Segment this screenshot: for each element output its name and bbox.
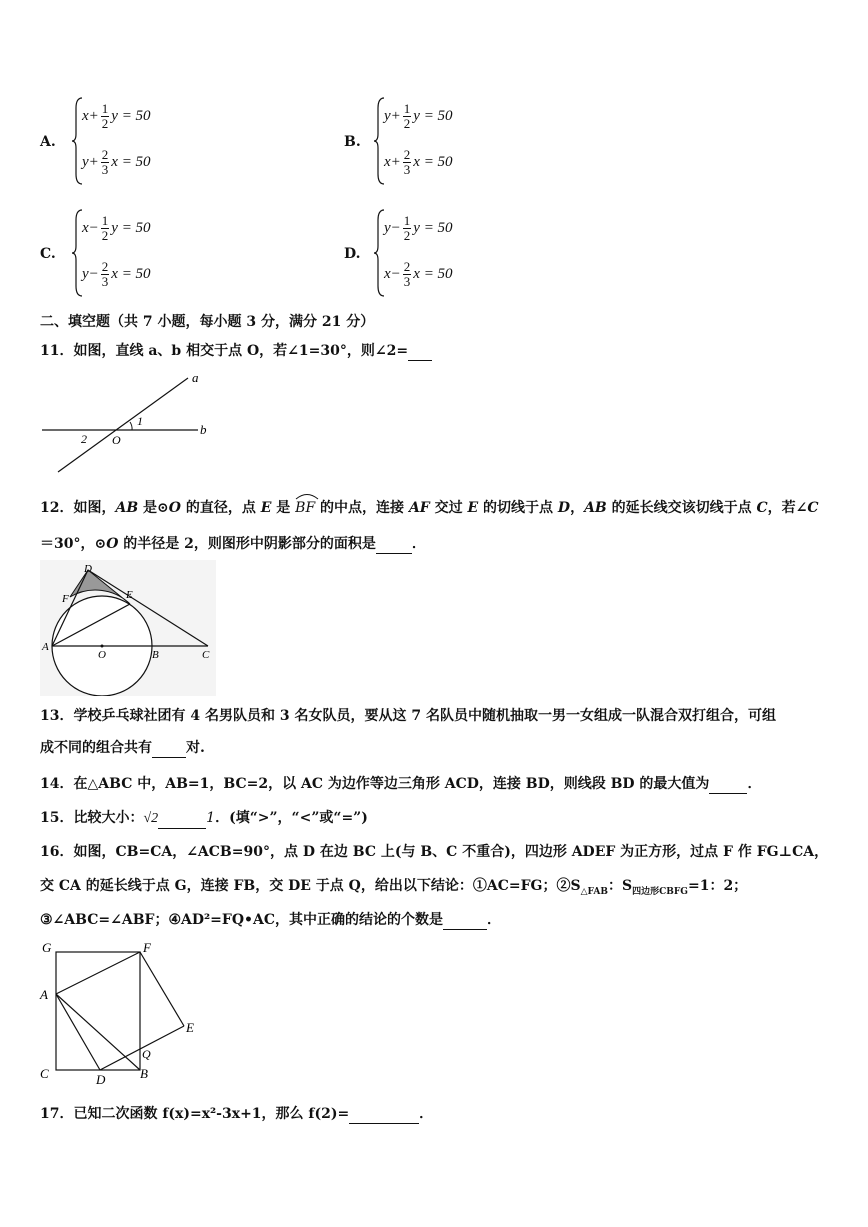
question-11: 11．如图，直线 a、b 相交于点 O，若∠1=30°，则∠2= bbox=[40, 341, 432, 361]
label-d: D bbox=[96, 1072, 106, 1087]
question-12-line-2: ＝30°，⊙O 的半径是 2，则图形中阴影部分的面积是 ． bbox=[40, 536, 426, 552]
label-d: D bbox=[84, 563, 92, 575]
answer-blank bbox=[349, 1109, 419, 1124]
answer-blank bbox=[709, 779, 747, 794]
label-f: F bbox=[143, 940, 151, 955]
label-c: C bbox=[202, 649, 210, 661]
question-12-line-1: 12．如图，AB 是⊙O 的直径，点 E 是 BF 的中点，连接 AF 交过 E 的切线于点 D，AB 的延长线交该切线于点 C，若∠C bbox=[40, 494, 819, 518]
label-c: C bbox=[40, 1066, 49, 1081]
option-a-label: A. bbox=[40, 134, 56, 150]
label-g: G bbox=[42, 940, 52, 955]
question-14: 14．在△ABC 中，AB=1，BC=2，以 AC 为边作等边三角形 ACD，连接 BD，则线段 BD 的最大值为 ． bbox=[40, 776, 762, 792]
option-b-label: B. bbox=[344, 134, 361, 150]
section-title: 二、填空题（共 7 小题，每小题 3 分，满分 21 分） bbox=[40, 314, 375, 330]
option-b-system: y+ $\frac{1}{2}$ y = 50 x+ $\frac{2}{3}$ x = 50 bbox=[374, 96, 484, 186]
label-b: B bbox=[140, 1066, 148, 1081]
option-d-label: D. bbox=[344, 246, 361, 262]
label-e: E bbox=[126, 589, 133, 601]
label-b: b bbox=[200, 422, 207, 437]
figure-16 bbox=[36, 936, 206, 1088]
question-16-line-2: 交 CA 的延长线于点 G，连接 FB，交 DE 于点 Q，给出以下结论：①AC=FG；$②S_{\triangle FAB}$：$S_{四边形CBFG}=1$：2； bbox=[40, 878, 748, 897]
question-17: 17．已知二次函数 f(x)=x²-3x+1，那么 f(2)= ． bbox=[40, 1106, 434, 1122]
answer-blank bbox=[152, 743, 186, 758]
figure-12 bbox=[40, 560, 216, 696]
label-e: E bbox=[186, 1020, 194, 1035]
question-16-line-3: ③∠ABC=∠ABF；④AD²=FQ•AC，其中正确的结论的个数是 ． bbox=[40, 912, 501, 928]
label-f: F bbox=[62, 593, 69, 605]
arc-icon bbox=[295, 492, 319, 500]
question-16-line-1: 16．如图，CB=CA，∠ACB=90°，点 D 在边 BC 上(与 B、C 不重合)，四边形 ADEF 为正方形，过点 F 作 FG⊥CA， bbox=[40, 844, 829, 860]
arc-bf: BF bbox=[295, 494, 315, 518]
option-a-system: x+ $\frac{1}{2}$ y = 50 y+ $\frac{2}{3}$ x = 50 bbox=[72, 96, 182, 186]
option-c-label: C. bbox=[40, 246, 56, 262]
label-a: A bbox=[40, 987, 48, 1002]
label-2: 2 bbox=[81, 432, 87, 446]
question-13-line-2: 成不同的组合共有 对. bbox=[40, 740, 205, 756]
question-15: 15．比较大小：√2 1．(填“>”，“<”或“=”) bbox=[40, 808, 368, 829]
label-a: A bbox=[42, 641, 49, 653]
answer-blank bbox=[158, 814, 206, 829]
answer-blank bbox=[408, 346, 432, 361]
label-o: O bbox=[112, 433, 121, 447]
label-1: 1 bbox=[137, 414, 143, 428]
option-d-system: y− $\frac{1}{2}$ y = 50 x− $\frac{2}{3}$ x = 50 bbox=[374, 208, 484, 298]
question-13-line-1: 13．学校乒乓球社团有 4 名男队员和 3 名女队员，要从这 7 名队员中随机抽取一男一女组成一队混合双打组合，可组 bbox=[40, 708, 776, 724]
label-a: a bbox=[192, 370, 199, 385]
answer-blank bbox=[443, 915, 487, 930]
option-c-system: x− $\frac{1}{2}$ y = 50 y− $\frac{2}{3}$ x = 50 bbox=[72, 208, 182, 298]
answer-blank bbox=[376, 539, 412, 554]
label-o: O bbox=[98, 649, 106, 661]
label-q: Q bbox=[142, 1047, 151, 1061]
label-b: B bbox=[152, 649, 159, 661]
figure-11 bbox=[38, 368, 218, 476]
